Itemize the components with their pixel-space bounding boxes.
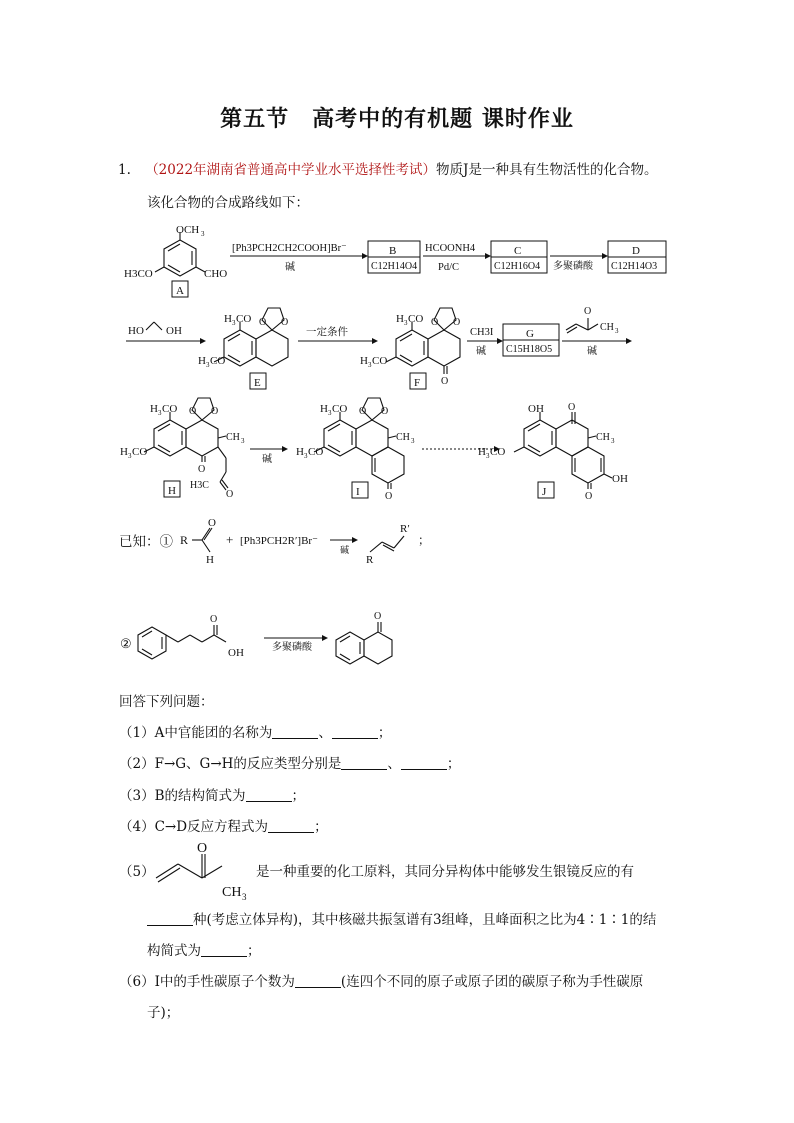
svg-text:O: O (281, 317, 289, 328)
svg-text:3: 3 (486, 452, 490, 460)
svg-text:O: O (210, 614, 218, 625)
svg-text:CO: CO (408, 313, 424, 325)
glycol-ho: HO (128, 325, 144, 337)
svg-text:3: 3 (304, 452, 308, 460)
question-source: （2022年湖南省普通高中学业水平选择性考试） (145, 162, 437, 178)
answer-blank[interactable] (401, 755, 447, 770)
svg-text:O: O (381, 406, 389, 417)
svg-text:CH: CH (596, 432, 610, 443)
reagent-2: HCOONH4 (425, 243, 476, 254)
sub-question-2: （2）F→G、G→H的反应类型分别是 、 ； (119, 756, 461, 772)
question-intro-2: 该化合物的合成路线如下： (147, 195, 309, 211)
condition-label: 一定条件 (306, 327, 348, 338)
svg-text:O: O (259, 317, 267, 328)
svg-text:CO: CO (308, 446, 324, 458)
svg-text:H: H (120, 446, 128, 458)
answer-blank[interactable] (295, 973, 341, 988)
answer-prompt: 回答下列问题： (119, 694, 214, 710)
answer-blank[interactable] (147, 911, 193, 926)
svg-text:O: O (226, 489, 234, 500)
base-label-1: 碱 (285, 262, 295, 273)
a-meo-label: H3CO (124, 268, 153, 280)
glycol-oh: OH (166, 325, 182, 337)
g-label: G (526, 328, 534, 340)
svg-text:②: ② (120, 636, 132, 651)
h-label: H (168, 485, 176, 497)
svg-text:O: O (568, 402, 576, 413)
svg-text:OH: OH (528, 403, 544, 415)
sub-question-5-label: （5） (119, 864, 155, 880)
svg-text:O: O (385, 491, 393, 502)
svg-text:CO: CO (332, 403, 348, 415)
svg-text:CH: CH (226, 432, 240, 443)
svg-text:O: O (431, 317, 439, 328)
answer-blank[interactable] (201, 942, 247, 957)
svg-text:CO: CO (210, 355, 226, 367)
svg-text:CO: CO (490, 446, 506, 458)
known2-reagent: 多聚磷酸 (272, 642, 312, 653)
svg-text:3: 3 (206, 361, 210, 369)
sub-question-6-line2: 子)； (147, 1005, 180, 1021)
svg-text:H: H (478, 446, 486, 458)
j-label: J (542, 486, 547, 498)
svg-text:O: O (374, 611, 382, 622)
base-label-4: 碱 (262, 454, 272, 465)
svg-text:CO: CO (132, 446, 148, 458)
svg-text:H3C: H3C (190, 480, 209, 491)
svg-text:3: 3 (242, 892, 247, 902)
svg-text:H: H (396, 313, 404, 325)
svg-text:R: R (180, 533, 189, 547)
c-label: C (514, 245, 522, 257)
svg-text:O: O (189, 406, 197, 417)
answer-blank[interactable] (341, 755, 387, 770)
compound-i-structure (296, 398, 415, 502)
svg-text:H: H (296, 446, 304, 458)
sub-question-5-text: 是一种重要的化工原料，其同分异构体中能够发生银镜反应的有 (256, 864, 634, 880)
sub-question-5-line2: 种(考虑立体异构)，其中核磁共振氢谱有3组峰，且峰面积之比为4∶1∶1的结 (147, 910, 707, 930)
svg-text:O: O (584, 306, 592, 317)
svg-text:H: H (150, 403, 158, 415)
known-prefix: 已知：① (119, 534, 173, 550)
a-label: A (176, 285, 184, 297)
sub-question-5-line3: 构简式为 ； (147, 943, 261, 959)
compound-j-structure (478, 402, 628, 502)
svg-text:H: H (320, 403, 328, 415)
a-ome-label: OCH (176, 224, 200, 236)
reagent-3: 多聚磷酸 (553, 261, 593, 272)
svg-text:O: O (585, 491, 593, 502)
svg-text:O: O (198, 464, 206, 475)
d-label: D (632, 245, 640, 257)
svg-text:3: 3 (615, 327, 619, 335)
f-label: F (414, 377, 421, 389)
svg-text:3: 3 (611, 437, 615, 445)
svg-text:O: O (359, 406, 367, 417)
svg-text:+: + (226, 532, 234, 547)
answer-blank[interactable] (268, 818, 314, 833)
known1-reagent: [Ph3PCH2R′]Br⁻ (240, 535, 318, 547)
sub-question-6: （6）Ⅰ中的手性碳原子个数为 (连四个不同的原子或原子团的碳原子称为手性碳原 (119, 974, 644, 990)
svg-text:OH: OH (228, 647, 244, 659)
svg-text:3: 3 (201, 230, 205, 238)
d-formula: C12H14O3 (611, 261, 658, 272)
c-formula: C12H16O4 (494, 261, 541, 272)
svg-text:H: H (206, 554, 214, 566)
catalyst-2: Pd/C (438, 262, 460, 273)
svg-text:CO: CO (162, 403, 178, 415)
sub-question-3: （3）B的结构简式为 ； (119, 788, 306, 804)
svg-text:CH: CH (600, 322, 614, 333)
svg-text:3: 3 (404, 319, 408, 327)
answer-blank[interactable] (246, 787, 292, 802)
compound-a-structure (124, 224, 227, 297)
svg-text:3: 3 (328, 409, 332, 417)
svg-text:H: H (224, 313, 232, 325)
svg-text:O: O (441, 376, 449, 387)
svg-text:3: 3 (232, 319, 236, 327)
b-formula: C12H14O4 (371, 261, 418, 272)
svg-text:H: H (198, 355, 206, 367)
question-number: 1. (118, 162, 131, 178)
b-label: B (389, 245, 397, 257)
page-title: 第五节 高考中的有机题 课时作业 (220, 107, 574, 132)
svg-text:3: 3 (128, 452, 132, 460)
question-intro-1: 物质J是一种具有生物活性的化合物。 (436, 162, 658, 178)
svg-text:3: 3 (158, 409, 162, 417)
reagent-1: [Ph3PCH2CH2COOH]Br⁻ (232, 243, 347, 254)
svg-text:；: ； (418, 533, 431, 547)
sub-question-4: （4）C→D反应方程式为 ； (119, 819, 328, 835)
svg-text:O: O (197, 841, 208, 856)
svg-text:H: H (360, 355, 368, 367)
svg-text:CO: CO (236, 313, 252, 325)
i-label: I (356, 486, 360, 498)
compound-e-structure (198, 308, 288, 389)
svg-text:O: O (208, 517, 216, 529)
svg-text:CO: CO (372, 355, 388, 367)
svg-text:3: 3 (241, 437, 245, 445)
svg-text:R: R (366, 554, 374, 566)
compound-h-structure (120, 398, 245, 500)
a-cho-label: CHO (204, 268, 228, 280)
svg-text:O: O (453, 317, 461, 328)
answer-blank[interactable] (272, 724, 318, 739)
svg-text:CH: CH (222, 885, 242, 900)
svg-text:OH: OH (612, 473, 628, 485)
e-label: E (254, 377, 261, 389)
svg-text:碱: 碱 (340, 545, 350, 555)
svg-text:R′: R′ (400, 523, 410, 535)
compound-f-structure (360, 308, 460, 389)
base-label-2: 碱 (476, 346, 486, 357)
svg-text:O: O (211, 406, 219, 417)
known-reaction-2 (120, 611, 392, 664)
sub-question-1: （1）A中官能团的名称为 、 ； (119, 725, 392, 741)
reagent-4: CH3I (470, 327, 494, 338)
mvk-structure (156, 841, 247, 902)
g-formula: C15H18O5 (506, 344, 553, 355)
answer-blank[interactable] (332, 724, 378, 739)
svg-text:3: 3 (368, 361, 372, 369)
svg-text:CH: CH (396, 432, 410, 443)
svg-text:3: 3 (411, 437, 415, 445)
known-reaction-1 (180, 517, 430, 566)
base-label-3: 碱 (587, 346, 597, 357)
